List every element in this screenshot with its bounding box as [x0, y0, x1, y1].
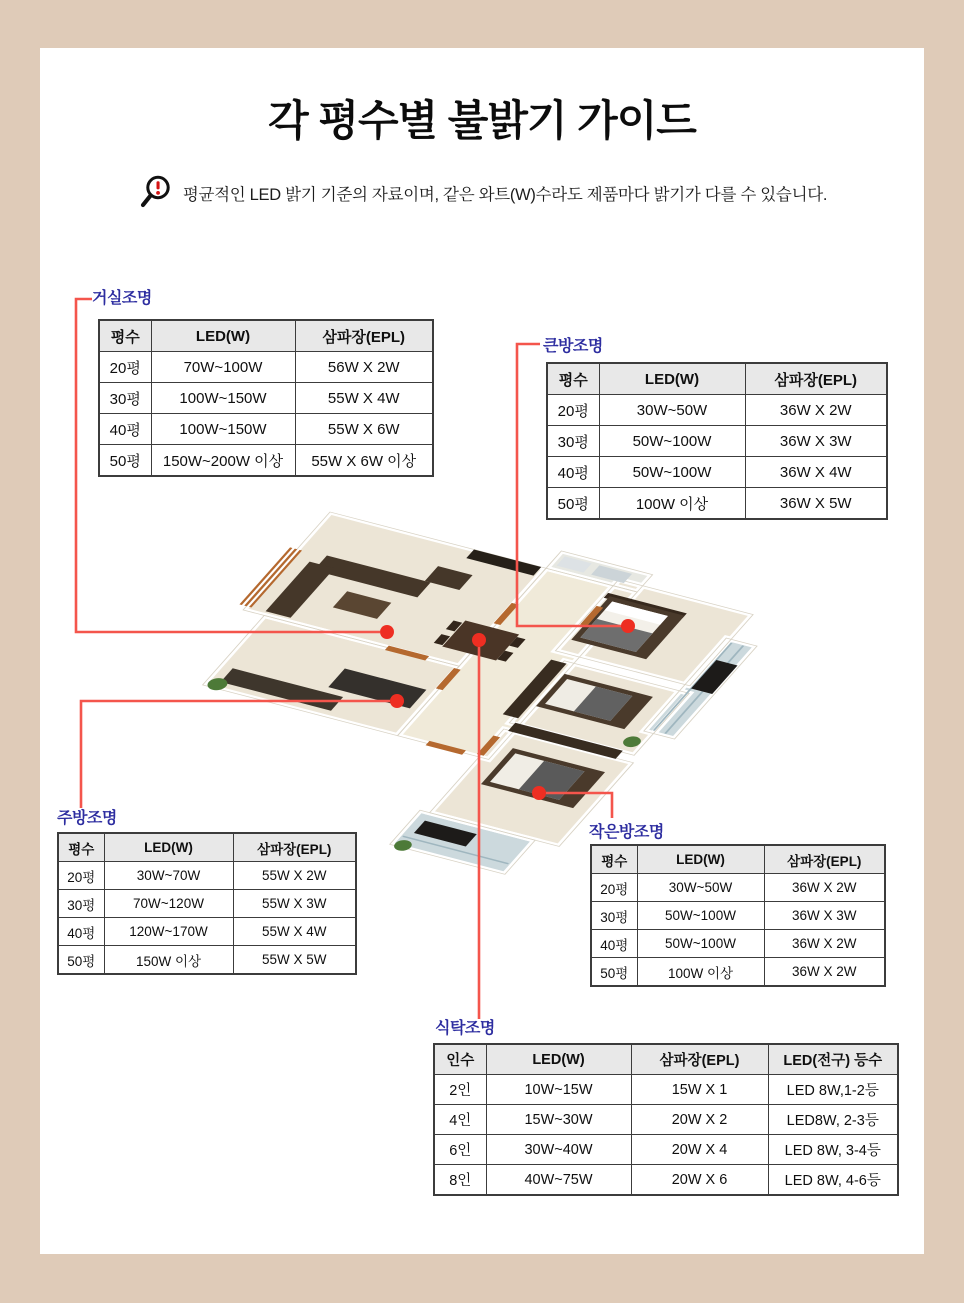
- table-row: [547, 426, 887, 457]
- table-row: [58, 890, 356, 918]
- table-cell: 20평: [58, 862, 104, 890]
- table-row: [99, 445, 433, 477]
- column-header: 평수: [547, 363, 599, 395]
- notice-text: 평균적인 LED 밝기 기준의 자료이며, 같은 와트(W)수라도 제품마다 밝기가 다를 수 있습니다.: [182, 185, 828, 204]
- column-header: LED(전구) 등수: [768, 1044, 898, 1075]
- table-cell: 70W~120W: [104, 890, 233, 918]
- table-cell: 4인: [434, 1105, 486, 1135]
- table-row: [99, 414, 433, 445]
- table-cell: 36W X 2W: [764, 930, 885, 958]
- table-label-living: 거실조명: [92, 290, 152, 307]
- table-cell: 50W~100W: [637, 930, 764, 958]
- table-row: [434, 1075, 898, 1105]
- table-row: [591, 930, 885, 958]
- column-header: 인수: [434, 1044, 486, 1075]
- table-cell: 55W X 4W: [295, 383, 433, 414]
- table-cell: LED 8W,1-2등: [768, 1075, 898, 1105]
- table-row: [434, 1135, 898, 1165]
- small-room-table: [590, 844, 886, 987]
- column-header: LED(W): [599, 363, 745, 395]
- table-cell: 30평: [99, 383, 151, 414]
- content-area: [40, 48, 924, 1254]
- table-cell: 50평: [99, 445, 151, 477]
- table-header-row: [58, 833, 356, 862]
- table-cell: 15W X 1: [631, 1075, 768, 1105]
- table-label-big-room: 큰방조명: [543, 338, 603, 355]
- table-label-dining: 식탁조명: [435, 1020, 495, 1037]
- table-cell: 20평: [591, 874, 637, 902]
- table-row: [547, 395, 887, 426]
- table-cell: 40평: [58, 918, 104, 946]
- table-cell: LED 8W, 3-4등: [768, 1135, 898, 1165]
- table-cell: 10W~15W: [486, 1075, 631, 1105]
- table-row: [547, 488, 887, 520]
- table-cell: 20평: [547, 395, 599, 426]
- table-row: [99, 352, 433, 383]
- table-row: [58, 918, 356, 946]
- table-cell: 36W X 3W: [745, 426, 887, 457]
- table-header-row: [99, 320, 433, 352]
- table-cell: 6인: [434, 1135, 486, 1165]
- table-label-small-room: 작은방조명: [589, 824, 664, 841]
- column-header: 삼파장(EPL): [745, 363, 887, 395]
- table-row: [591, 902, 885, 930]
- column-header: 삼파장(EPL): [631, 1044, 768, 1075]
- table-cell: 30평: [58, 890, 104, 918]
- column-header: 평수: [58, 833, 104, 862]
- table-cell: 30평: [547, 426, 599, 457]
- table-row: [434, 1105, 898, 1135]
- table-row: [591, 874, 885, 902]
- table-cell: LED 8W, 4-6등: [768, 1165, 898, 1196]
- table-cell: 15W~30W: [486, 1105, 631, 1135]
- table-cell: 30W~50W: [637, 874, 764, 902]
- table-cell: 150W~200W 이상: [151, 445, 295, 477]
- table-row: [434, 1165, 898, 1196]
- table-cell: 30W~50W: [599, 395, 745, 426]
- dining-table: [433, 1043, 899, 1196]
- table-cell: 100W~150W: [151, 414, 295, 445]
- big-room-table: [546, 362, 888, 520]
- table-cell: 100W 이상: [599, 488, 745, 520]
- table-cell: 100W 이상: [637, 958, 764, 987]
- table-cell: LED8W, 2-3등: [768, 1105, 898, 1135]
- table-cell: 36W X 2W: [764, 958, 885, 987]
- table-cell: 30W~70W: [104, 862, 233, 890]
- column-header: 삼파장(EPL): [764, 845, 885, 874]
- table-cell: 8인: [434, 1165, 486, 1196]
- table-cell: 50W~100W: [637, 902, 764, 930]
- table-cell: 56W X 2W: [295, 352, 433, 383]
- table-row: [58, 862, 356, 890]
- page-title: 각 평수별 불밝기 가이드: [268, 97, 696, 144]
- table-cell: 55W X 4W: [233, 918, 356, 946]
- table-cell: 50평: [547, 488, 599, 520]
- table-header-row: [591, 845, 885, 874]
- table-row: [547, 457, 887, 488]
- table-cell: 55W X 3W: [233, 890, 356, 918]
- table-cell: 55W X 5W: [233, 946, 356, 975]
- column-header: LED(W): [637, 845, 764, 874]
- table-cell: 55W X 6W: [295, 414, 433, 445]
- table-cell: 70W~100W: [151, 352, 295, 383]
- table-cell: 36W X 2W: [764, 874, 885, 902]
- column-header: 평수: [99, 320, 151, 352]
- table-cell: 50평: [58, 946, 104, 975]
- table-cell: 100W~150W: [151, 383, 295, 414]
- table-cell: 50평: [591, 958, 637, 987]
- table-cell: 20W X 4: [631, 1135, 768, 1165]
- table-cell: 40평: [547, 457, 599, 488]
- table-cell: 36W X 4W: [745, 457, 887, 488]
- magnifier-exclamation-icon: [137, 174, 173, 211]
- kitchen-table: [57, 832, 357, 975]
- table-cell: 55W X 2W: [233, 862, 356, 890]
- table-cell: 30평: [591, 902, 637, 930]
- table-cell: 20평: [99, 352, 151, 383]
- table-row: [58, 946, 356, 975]
- notice-row: [40, 174, 924, 211]
- table-cell: 40평: [591, 930, 637, 958]
- table-cell: 36W X 5W: [745, 488, 887, 520]
- table-cell: 2인: [434, 1075, 486, 1105]
- table-cell: 50W~100W: [599, 457, 745, 488]
- column-header: 평수: [591, 845, 637, 874]
- column-header: LED(W): [104, 833, 233, 862]
- table-cell: 120W~170W: [104, 918, 233, 946]
- table-cell: 20W X 2: [631, 1105, 768, 1135]
- table-cell: 50W~100W: [599, 426, 745, 457]
- column-header: 삼파장(EPL): [295, 320, 433, 352]
- table-header-row: [547, 363, 887, 395]
- table-cell: 20W X 6: [631, 1165, 768, 1196]
- table-row: [591, 958, 885, 987]
- column-header: 삼파장(EPL): [233, 833, 356, 862]
- table-row: [99, 383, 433, 414]
- table-cell: 30W~40W: [486, 1135, 631, 1165]
- table-cell: 150W 이상: [104, 946, 233, 975]
- table-cell: 40평: [99, 414, 151, 445]
- table-label-kitchen: 주방조명: [57, 810, 117, 827]
- table-cell: 36W X 3W: [764, 902, 885, 930]
- table-cell: 36W X 2W: [745, 395, 887, 426]
- column-header: LED(W): [486, 1044, 631, 1075]
- table-cell: 40W~75W: [486, 1165, 631, 1196]
- table-header-row: [434, 1044, 898, 1075]
- column-header: LED(W): [151, 320, 295, 352]
- living-table: [98, 319, 434, 477]
- table-cell: 55W X 6W 이상: [295, 445, 433, 477]
